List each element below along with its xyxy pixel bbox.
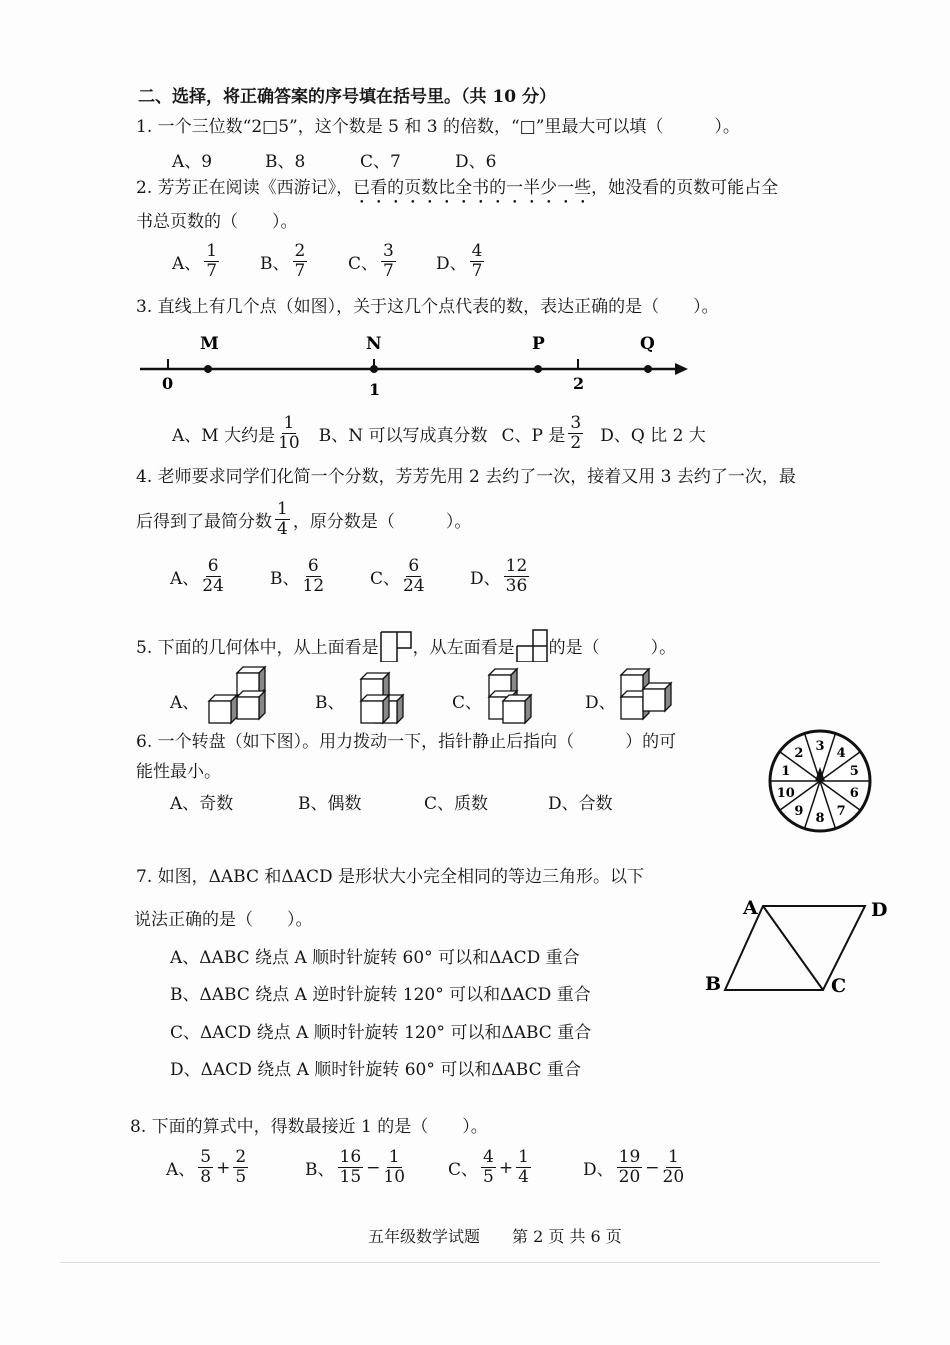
q5-solids	[205, 665, 685, 725]
q2-text-a: 2. 芳芳正在阅读《西游记》，	[136, 178, 354, 198]
rhombus-diagram	[695, 890, 895, 1000]
q6-option-a[interactable]: A、奇数	[170, 794, 234, 814]
q3-option-a[interactable]: A、M 大约是	[172, 426, 276, 446]
q2-option-d[interactable]	[436, 242, 487, 281]
q2-option-b[interactable]	[260, 242, 310, 281]
point-n	[370, 365, 378, 373]
point-m	[204, 365, 212, 373]
spinner-sector-label: 6	[849, 786, 859, 802]
q6-text: 6. 一个转盘（如下图）。用力拨动一下，指针静止后指向（ ）的可	[136, 732, 677, 752]
q2-emphasis: 已看的页数比全书的一半少一些	[353, 178, 592, 198]
page-edge	[60, 1262, 880, 1263]
tick-0: 0	[162, 374, 174, 393]
spinner-sector-label: 10	[776, 786, 795, 802]
vertex-a: A	[743, 897, 758, 919]
q3-a-fraction: 1 10	[278, 413, 300, 453]
fraction: 6 12	[302, 556, 325, 596]
tick-1: 1	[369, 380, 381, 399]
q1-option-b[interactable]: B、8	[265, 152, 306, 172]
label-m: M	[200, 334, 219, 354]
q3-options	[172, 414, 706, 453]
q1-text: 1. 一个三位数“2□5”，这个数是 5 和 3 的倍数，“□”里最大可以填（ ）。	[136, 117, 740, 137]
q5-option-b[interactable]: B、	[315, 693, 345, 713]
q3-option-d[interactable]: D、Q 比 2 大	[600, 426, 706, 446]
vertex-c: C	[831, 975, 847, 997]
q7-option-c[interactable]: C、ΔACD 绕点 A 顺时针旋转 120° 可以和ΔABC 重合	[170, 1023, 592, 1043]
spinner-diagram	[765, 726, 875, 836]
label-n: N	[366, 334, 382, 354]
label-p: P	[532, 334, 545, 354]
q3-c-fraction: 3 2	[570, 413, 582, 453]
q3-option-c[interactable]: C、P 是	[501, 426, 566, 446]
option-label: C、	[370, 569, 401, 589]
q4-text: 4. 老师要求同学们化简一个分数，芳芳先用 2 去约了一次，接着又用 3 去约了一次，最	[136, 467, 796, 487]
fraction: 3 7	[383, 241, 394, 281]
q2-text-b: ，她没看的页数可能占全	[591, 178, 779, 198]
label-q: Q	[640, 334, 655, 354]
fraction: $\frac{1}{20}$	[662, 1147, 685, 1187]
spinner-sector-label: 7	[836, 804, 846, 820]
fraction: 4 5	[483, 1147, 494, 1187]
q4-option-b[interactable]	[270, 557, 327, 596]
q2-option-c[interactable]	[348, 242, 399, 281]
q8-option-a[interactable]: A、 5 8 + $\frac{2}{5}$	[166, 1147, 247, 1187]
q7-text: 7. 如图，ΔABC 和ΔACD 是形状大小完全相同的等边三角形。以下	[136, 867, 644, 887]
q4-option-a[interactable]	[170, 557, 227, 596]
operator: +	[498, 1157, 514, 1178]
q5-text: 5. 下面的几何体中，从上面看是 ，从左面看是 的是（ ）。	[136, 628, 676, 662]
q6-option-d[interactable]: D、合数	[548, 794, 613, 814]
q1-option-c[interactable]: C、7	[360, 152, 401, 172]
q5-option-a[interactable]: A、	[170, 693, 200, 713]
q2-option-a[interactable]	[172, 242, 222, 281]
q1-option-d[interactable]: D、6	[455, 152, 497, 172]
operator: +	[216, 1157, 231, 1178]
point-p	[534, 365, 542, 373]
fraction: 1 7	[206, 241, 218, 281]
spinner-sector-label: 1	[781, 763, 791, 779]
vertex-d: D	[871, 899, 888, 921]
solid-b-icon	[361, 673, 403, 723]
q4-text-line2: 后得到了最简分数 1 4 ，原分数是（ ）。	[136, 499, 472, 539]
fraction: 4 7	[471, 241, 483, 281]
q2-text-line2: 书总页数的（ ）。	[136, 212, 298, 232]
option-label: C、	[348, 254, 379, 274]
q3-text: 3. 直线上有几个点（如图），关于这几个点代表的数，表达正确的是（ ）。	[136, 297, 719, 317]
q6-option-b[interactable]: B、偶数	[298, 794, 362, 814]
fraction: $\frac{2}{5}$	[235, 1147, 247, 1187]
q6-text-line2: 能性最小。	[136, 762, 221, 782]
top-view-icon	[379, 628, 413, 662]
fraction: 19 20	[618, 1147, 641, 1187]
section-title: 二、选择，将正确答案的序号填在括号里。（共 10 分）	[138, 87, 556, 107]
left-view-icon	[515, 628, 549, 662]
option-label: A、	[170, 569, 200, 589]
q4-option-c[interactable]	[370, 557, 428, 596]
solid-c-icon	[489, 669, 531, 723]
q7-option-d[interactable]: D、ΔACD 绕点 A 顺时针旋转 60° 可以和ΔABC 重合	[170, 1060, 582, 1080]
fraction: $\frac{1}{4}$	[518, 1147, 529, 1187]
q7-text-line2: 说法正确的是（ ）。	[134, 910, 313, 930]
point-q	[644, 365, 652, 373]
q3-option-b[interactable]: B、N 可以写成真分数	[318, 426, 488, 446]
fraction: 12 36	[505, 556, 528, 596]
spinner-sector-label: 8	[815, 811, 825, 826]
q8-option-d[interactable]: D、 19 20 − $\frac{1}{20}$	[583, 1147, 685, 1187]
spinner-sector-label: 2	[794, 745, 804, 761]
number-line	[130, 325, 700, 400]
spinner-sector-label: 9	[794, 804, 804, 820]
tick-2: 2	[573, 374, 585, 393]
option-label: A、	[172, 254, 202, 274]
q7-option-a[interactable]: A、ΔABC 绕点 A 顺时针旋转 60° 可以和ΔACD 重合	[170, 948, 580, 968]
q8-option-b[interactable]: B、 16 15 − $\frac{1}{10}$	[305, 1147, 406, 1187]
page-footer: 五年级数学试题 第 2 页 共 6 页	[368, 1227, 622, 1246]
fraction: 2 7	[294, 241, 306, 281]
fraction: 6 24	[403, 556, 425, 596]
fraction: 16 15	[339, 1147, 362, 1187]
fraction: $\frac{1}{10}$	[383, 1147, 406, 1187]
option-label: D、	[470, 569, 501, 589]
q6-option-c[interactable]: C、质数	[424, 794, 489, 814]
q4-fraction: 1 4	[277, 499, 288, 539]
option-label: D、	[436, 254, 467, 274]
vertex-b: B	[705, 973, 722, 995]
solid-d-icon	[621, 669, 671, 719]
operator: −	[366, 1157, 381, 1178]
q8-option-c[interactable]: C、 4 5 + $\frac{1}{4}$	[448, 1147, 529, 1187]
solid-a-icon	[209, 667, 265, 723]
q4-option-d[interactable]	[470, 557, 532, 596]
spinner-sector-label: 3	[815, 739, 825, 754]
q2-text	[136, 177, 778, 208]
operator: −	[645, 1157, 660, 1178]
fraction: 6 24	[202, 556, 224, 596]
q7-option-b[interactable]: B、ΔABC 绕点 A 逆时针旋转 120° 可以和ΔACD 重合	[170, 985, 591, 1005]
q5-option-c[interactable]: C、	[452, 693, 483, 713]
option-label: B、	[270, 569, 300, 589]
option-label: B、	[260, 254, 290, 274]
q8-text: 8. 下面的算式中，得数最接近 1 的是（ ）。	[130, 1117, 488, 1137]
spinner-sector-label: 4	[836, 745, 846, 761]
fraction: 5 8	[200, 1147, 212, 1187]
q1-option-a[interactable]: A、9	[172, 152, 213, 172]
spinner-sector-label: 5	[849, 763, 859, 779]
q5-option-d[interactable]: D、	[585, 693, 616, 713]
